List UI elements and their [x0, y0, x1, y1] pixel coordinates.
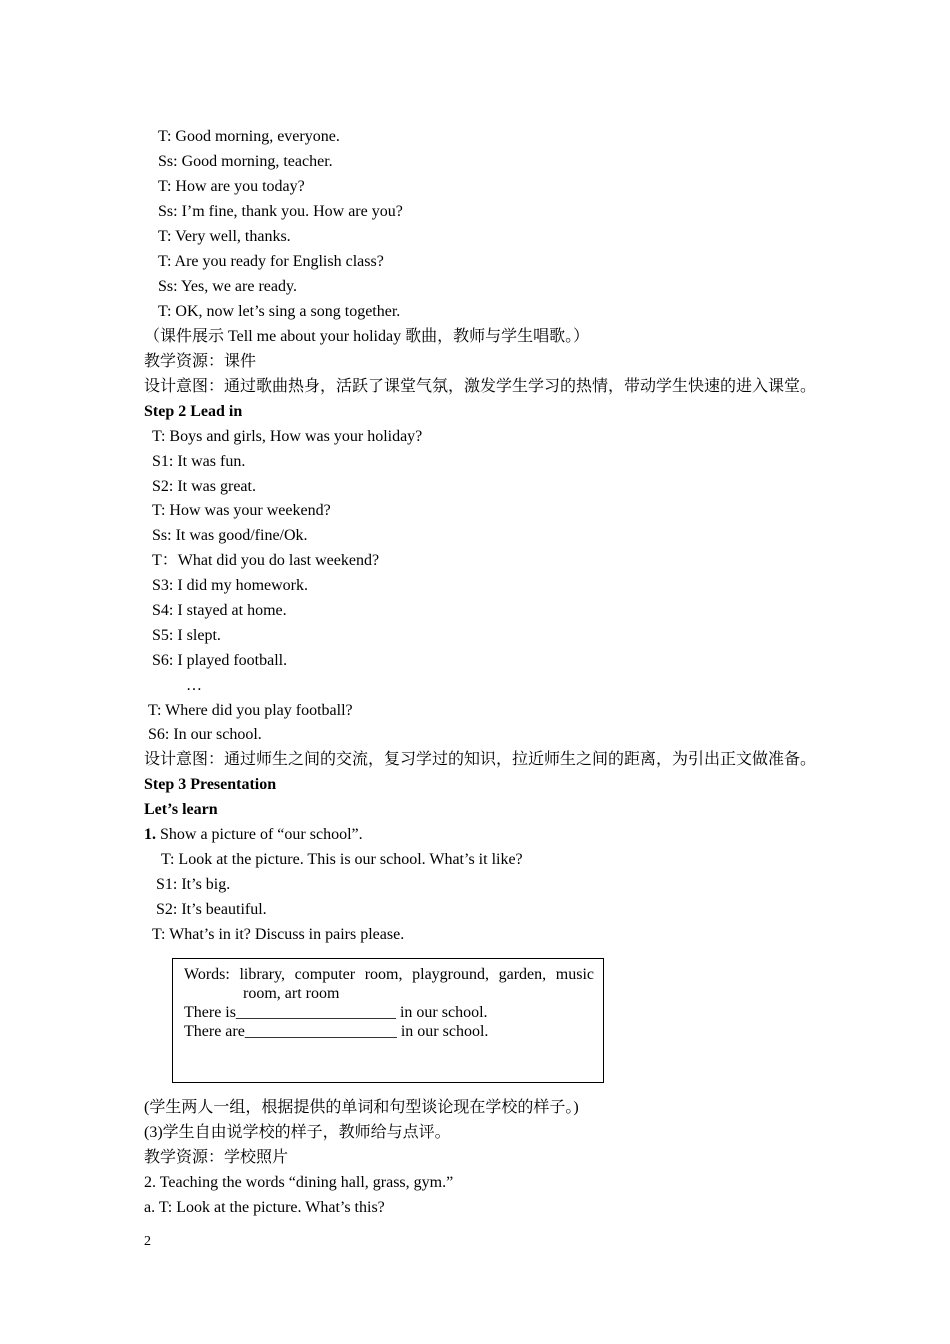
teaching-resource: 教学资源：学校照片 — [144, 1149, 289, 1166]
courseware-note: （课件展示 Tell me about your holiday 歌曲，教师与学生唱歌。） — [144, 328, 590, 345]
dialog-line: S6: I played football. — [152, 652, 288, 669]
page-number: 2 — [144, 1234, 151, 1249]
dialog-line: S2: It was great. — [152, 478, 256, 495]
ellipsis: … — [186, 677, 202, 694]
step2-heading: Step 2 Lead in — [144, 403, 243, 420]
dialog-line: Ss: It was good/fine/Ok. — [152, 527, 308, 544]
dialog-line: T: Where did you play football? — [148, 702, 353, 719]
design-intent: 设计意图：通过师生之间的交流，复习学过的知识，拉近师生之间的距离，为引出正文做准备。 — [144, 751, 817, 768]
words-line-continued: room, art room — [243, 985, 340, 1002]
dialog-line: T: Boys and girls, How was your holiday? — [152, 428, 423, 445]
dialog-line: S1: It was fun. — [152, 453, 246, 470]
step3-heading: Step 3 Presentation — [144, 776, 277, 793]
teaching-resource: 教学资源：课件 — [144, 353, 257, 370]
activity-1 — [144, 825, 363, 845]
free-talk-note: (3)学生自由说学校的样子，教师给与点评。 — [144, 1124, 451, 1141]
activity-2: 2. Teaching the words “dining hall, grass, gym.” — [144, 1174, 454, 1191]
dialog-line: S2: It’s beautiful. — [156, 901, 267, 918]
dialog-line: T: How are you today? — [158, 178, 305, 195]
dialog-line: T: Look at the picture. This is our school. What’s it like? — [161, 851, 523, 868]
dialog-line: T: Very well, thanks. — [158, 228, 291, 245]
sentence-pattern-there-are: There are___________________ in our school. — [184, 1023, 489, 1040]
dialog-line: T: Are you ready for English class? — [158, 253, 384, 270]
dialog-line: T: Good morning, everyone. — [158, 128, 340, 145]
dialog-line: S6: In our school. — [148, 726, 262, 743]
design-intent: 设计意图：通过歌曲热身，活跃了课堂气氛，激发学生学习的热情，带动学生快速的进入课堂。 — [144, 378, 817, 395]
dialog-line: T：What did you do last weekend? — [152, 552, 380, 569]
dialog-line: Ss: Yes, we are ready. — [158, 278, 297, 295]
sentence-pattern-there-is: There is____________________ in our school. — [184, 1004, 488, 1021]
dialog-line: S3: I did my homework. — [152, 577, 308, 594]
pair-work-note: (学生两人一组，根据提供的单词和句型谈论现在学校的样子。) — [144, 1099, 579, 1116]
words-line: Words: library, computer room, playground, garden, music — [184, 966, 594, 983]
activity-text: Show a picture of “our school”. — [156, 826, 363, 843]
words-box — [172, 958, 604, 1083]
dialog-line: S1: It’s big. — [156, 876, 231, 893]
dialog-line: S4: I stayed at home. — [152, 602, 287, 619]
dialog-line: T: How was your weekend? — [152, 502, 331, 519]
dialog-line: T: OK, now let’s sing a song together. — [158, 303, 401, 320]
dialog-line: Ss: I’m fine, thank you. How are you? — [158, 203, 403, 220]
dialog-line: a. T: Look at the picture. What’s this? — [144, 1199, 385, 1216]
activity-number: 1. — [144, 826, 156, 843]
dialog-line: Ss: Good morning, teacher. — [158, 153, 333, 170]
dialog-line: S5: I slept. — [152, 627, 221, 644]
lets-learn-heading: Let’s learn — [144, 801, 218, 818]
dialog-line: T: What’s in it? Discuss in pairs please. — [152, 926, 405, 943]
